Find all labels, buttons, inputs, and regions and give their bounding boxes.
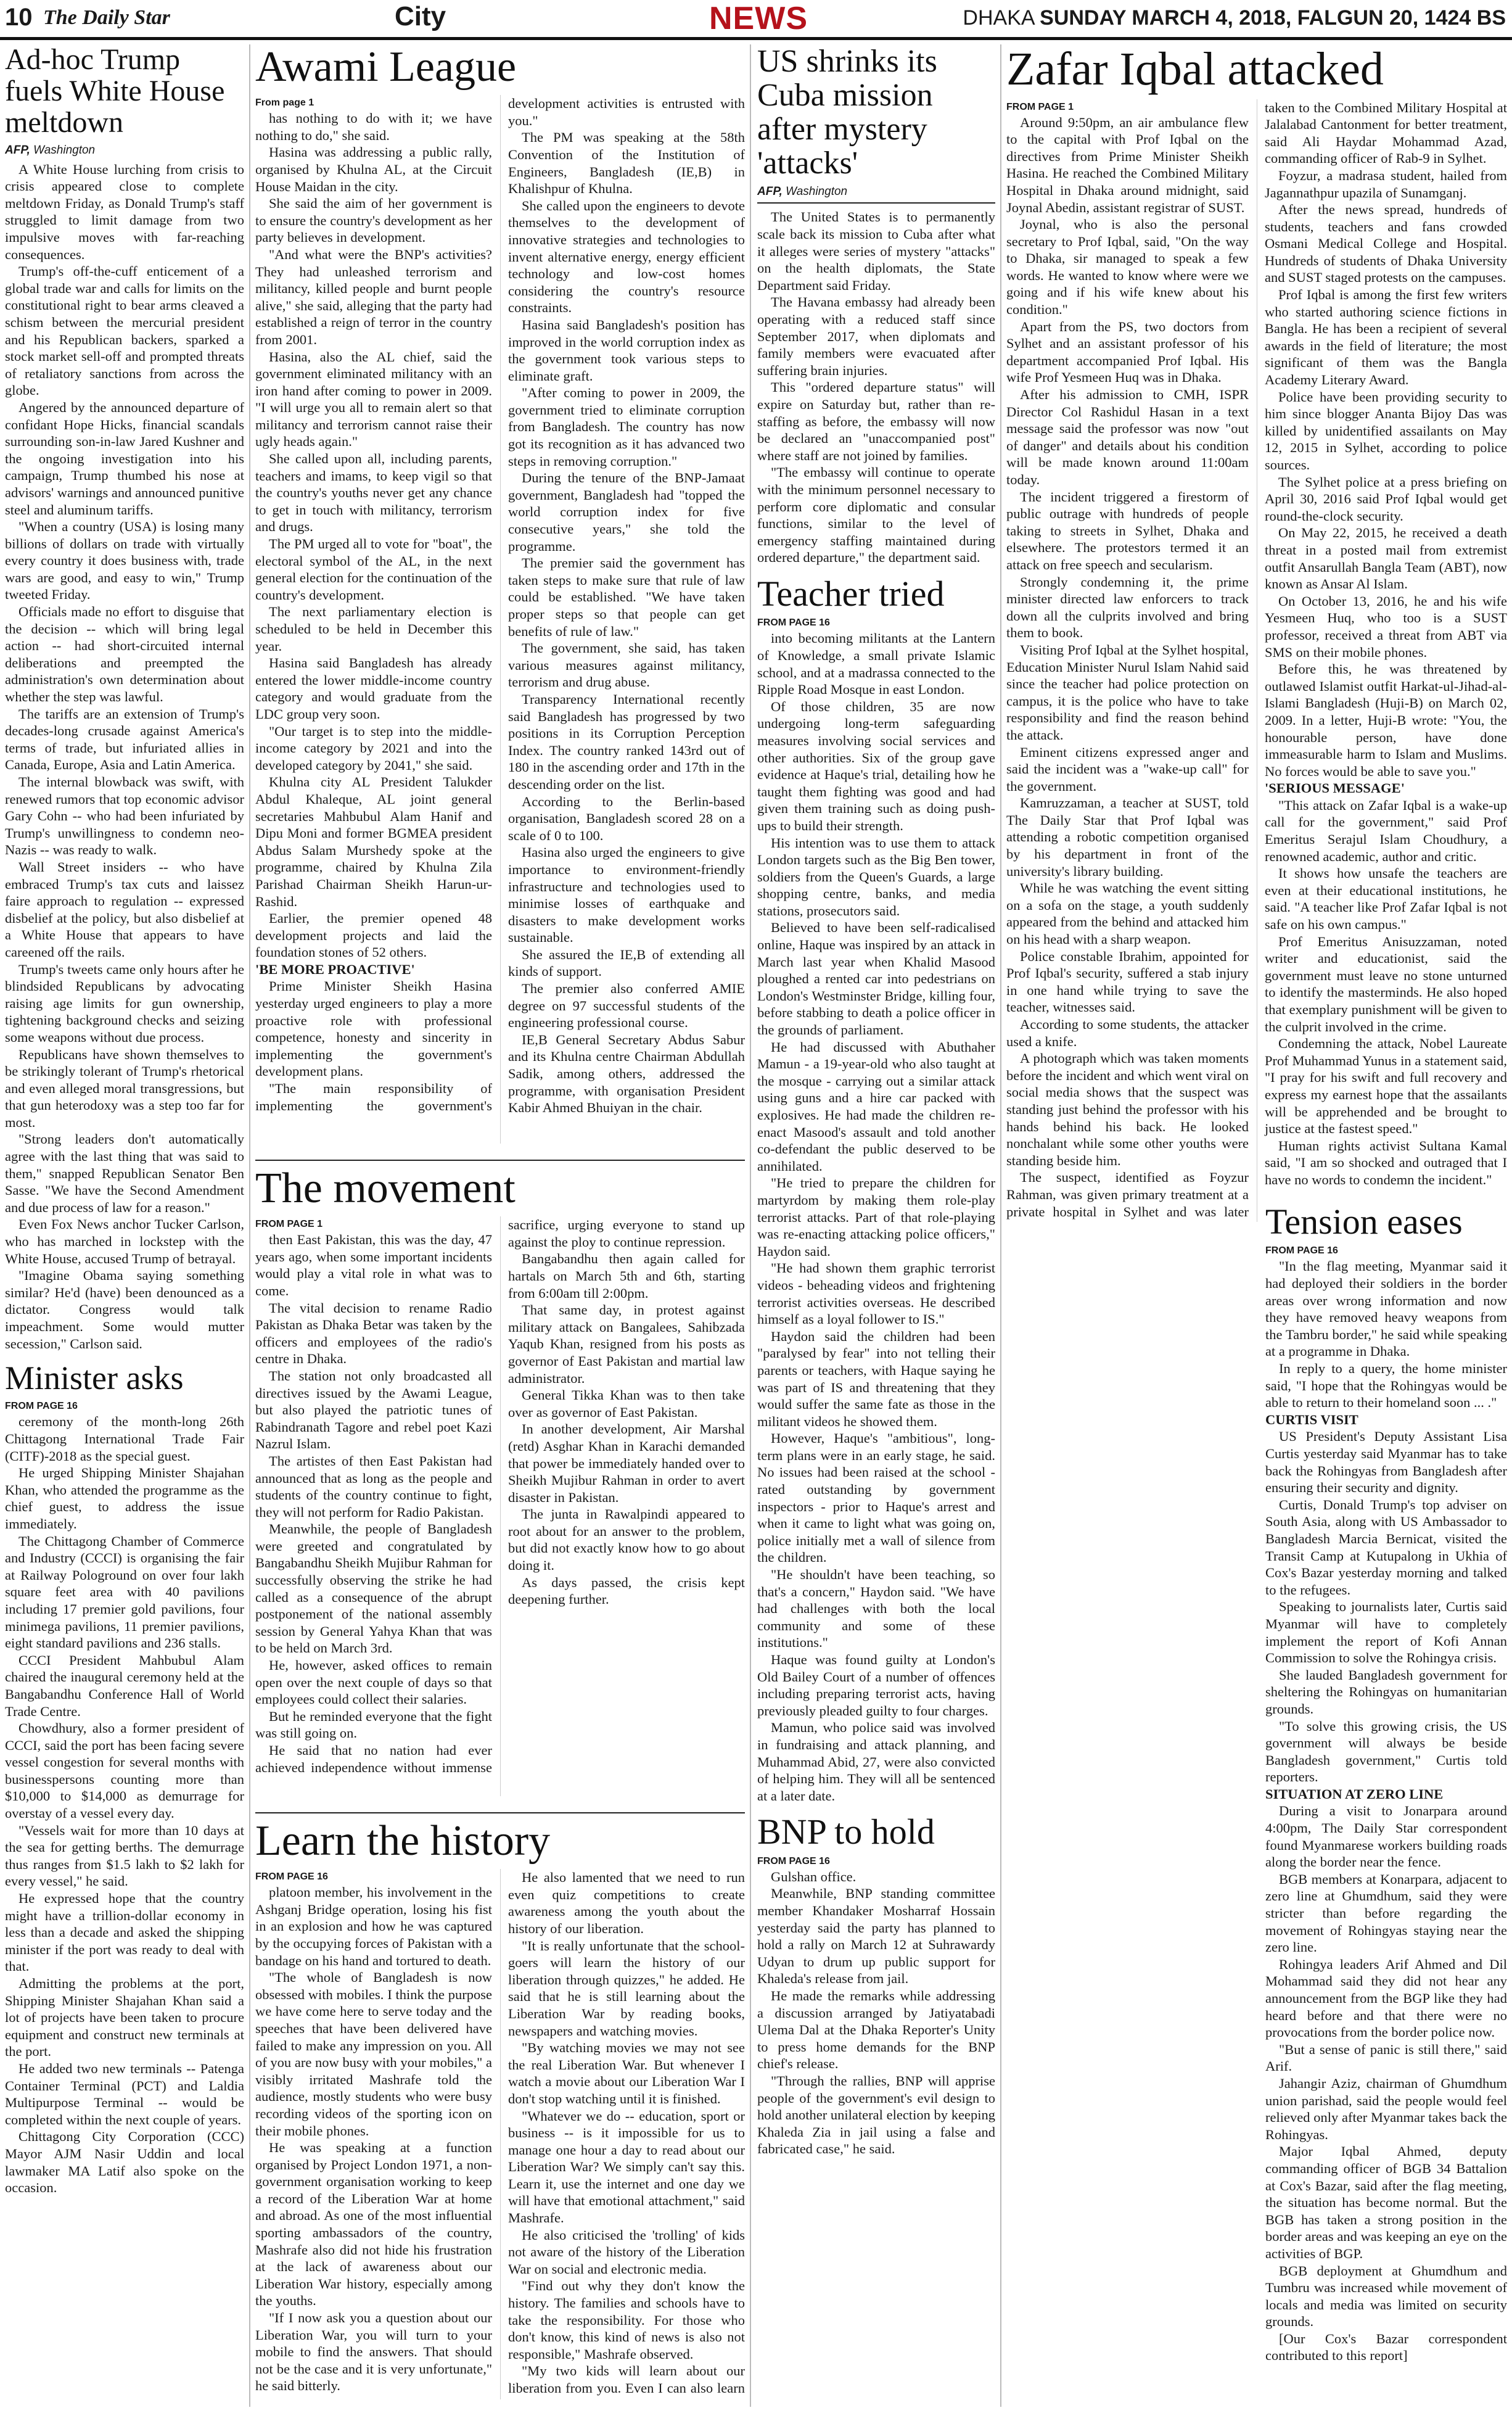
paragraph: The next parliamentary election is scheduled to be held in December this year. (255, 604, 492, 654)
story-trump (5, 44, 244, 1352)
paragraph: During the tenure of the BNP-Jamaat government, Bangladesh had "topped the world corruption index for five consecutive years," she told the programme. (508, 470, 745, 554)
section-name: City (395, 1, 446, 31)
paragraph: According to some students, the attacker used a knife. (1006, 1017, 1249, 1049)
paragraph: Haque was found guilty at London's Old Bailey Court of a number of offences including preparing terrorist acts, having previously pleaded guilty to four charges. (757, 1652, 995, 1718)
paragraph: Eminent citizens expressed anger and said the incident was a "wake-up call" for the government. (1006, 744, 1249, 794)
paragraph: BGB members at Konarpara, adjacent to zero line at Ghumdhum, said they were stricter than before regarding the movement of Rohingyas staying near the zero line. (1265, 1871, 1507, 1955)
paragraph: "Our target is to step into the middle-income category by 2021 and into the developed category by 2041," she said. (255, 723, 492, 773)
paragraph: According to the Berlin-based organisation, Bangladesh scored 28 on a scale of 0 to 100. (508, 793, 745, 843)
kicker: FROM PAGE 16 (757, 617, 830, 629)
paragraph: His intention was to use them to attack London targets such as the Big Ben tower, soldiers from the Queen's Guards, a large shopping centre, banks, and media stations, prosecutors said. (757, 835, 995, 918)
paragraph: Mamun, who police said was involved in fundraising and attack planning, and Muhammad Abid, 27, were also convicted of helping him. They will all be sentenced at a later date. (757, 1720, 995, 1804)
paragraph: Strongly condemning it, the prime minister directed law enforcers to track down all the culprits involved and bring them to book. (1006, 574, 1249, 641)
byline: AFP, Washington (5, 143, 96, 157)
paragraph: She assured the IE,B of extending all kinds of support. (508, 946, 745, 980)
story-body (5, 161, 244, 1353)
subhead: 'SERIOUS MESSAGE' (1265, 780, 1405, 796)
news-tag: NEWS (709, 1, 808, 36)
paragraph: Even Fox News anchor Tucker Carlson, who has marched in lockstep with the White House, accused Trump of betrayal. (5, 1216, 244, 1266)
paragraph: "The main responsibility of implementing the government's development activities is entrusted with you." (255, 96, 745, 1113)
paragraph: He was speaking at a function organised by Project London 1971, a non-government organisation working to keep a record of the Liberation War at home and abroad. As one of the most influential sporting ambassadors of the country, Mashrafe also did not hide his frustration at the lack of awareness about our Liberation War history, especially among the youths. (255, 2140, 492, 2309)
paragraph: The Chittagong Chamber of Commerce and Industry (CCCI) is organising the fair at Railway Pologround on over four lakh square feet area with 40 pavilions including 17 premier gold pavilions, four minimega pavilions, 11 premier pavilions, eight standard pavilions and 236 stalls. (5, 1533, 244, 1651)
paragraph: "Through the rallies, BNP will apprise people of the government's evil design to hold another unilateral election by keeping Khaleda Zia in jail using a false and fabricated case," he said. (757, 2073, 995, 2157)
paragraph: Apart from the PS, two doctors from Sylhet and an assistant professor of his department accompanied Prof Iqbal. His wife Prof Yesmeen Huq was in Dhaka. (1006, 318, 1249, 386)
paragraph: Kamruzzaman, a teacher at SUST, told The Daily Star that Prof Iqbal was attending a robotic competition organised by his department in front of the university's library building. (1006, 795, 1249, 879)
kicker: FROM PAGE 16 (757, 1855, 830, 1866)
issue-date: DHAKA SUNDAY MARCH 4, 2018, FALGUN 20, 1424 BS (963, 6, 1506, 30)
paragraph: Condemning the attack, Nobel Laureate Prof Muhammad Yunus in a statement said, "I pray for his swift and full recovery and express my earnest hope that the assailants will be apprehended and be brought to justice at the fastest speed." (1265, 1036, 1507, 1137)
paragraph: In another development, Air Marshal (retd) Asghar Khan in Karachi demanded that power be immediately handed over to Sheikh Mujibur Rahman in order to avert disaster in Pakistan. (508, 1421, 745, 1505)
paragraph: Hasina said Bangladesh's position has improved in the world corruption index as the government took various steps to eliminate graft. (508, 316, 745, 384)
paragraph: After the news spread, hundreds of students, teachers and fans crowded Osmani Medical College and Hospital. Hundreds of students of Dhaka University and SUST staged protests on the campuses. (1265, 202, 1507, 286)
column-rule (249, 44, 250, 2407)
paragraph: On October 13, 2016, he and his wife Yesmeen Huq, who too is a SUST professor, received a threat from ABT via SMS on their mobile phones. (1265, 593, 1507, 660)
paragraph: "In the flag meeting, Myanmar said it had deployed their soldiers in the border areas over wrong information and now they have removed heavy weapons from the Tambru border," he said while speaking at a programme in Dhaka. (1265, 1258, 1507, 1359)
paragraph: "But a sense of panic is still there," said Arif. (1265, 2041, 1507, 2074)
paragraph: On May 22, 2015, he received a death threat in a posted mail from extremist outfit Ansarullah Bangla Team (ABT), now known as Ansar Al Islam. (1265, 525, 1507, 592)
paragraph: Speaking to journalists later, Curtis said Myanmar will have to completely implement the report of Kofi Annan Commission to solve the Rohingya crisis. (1265, 1599, 1507, 1666)
subhead: SITUATION AT ZERO LINE (1265, 1786, 1444, 1802)
paragraph: The PM urged all to vote for "boat", the electoral symbol of the AL, in the next general election for the continuation of the country's development. (255, 536, 492, 603)
story-divider (255, 1160, 745, 1161)
paragraph: He made the remarks while addressing a discussion arranged by Jatiyatabadi Ulema Dal at the Dhaka Reporter's Unity to press home demands for the BNP chief's release. (757, 1987, 995, 2072)
paragraph: He added two new terminals -- Patenga Container Terminal (PCT) and Laldia Multipurpose Terminal -- would be completed within the next couple of years. (5, 2060, 244, 2127)
paragraph: Prime Minister Sheikh Hasina yesterday urged engineers to play a more proactive role with professional competence, honesty and sincerity in implementing the government's development plans. (255, 978, 492, 1079)
paragraph: BGB deployment at Ghumdhum and Tumbru was increased while movement of locals and media was limited on security grounds. (1265, 2262, 1507, 2330)
paragraph: "Imagine Obama saying something similar? He'd (have) been denounced as a dictator. Congress would talk impeachment. Some would mutter secession," Carlson said. (5, 1268, 244, 1351)
paragraph: The Havana embassy had already been operating with a reduced staff since September 2017, when diplomats and family members were evacuated after suffering brain injuries. (757, 294, 995, 378)
paragraph: Believed to have been self-radicalised online, Haque was inspired by an attack in March last year when Khalid Masood ploughed a rented car into pedestrians on London's Westminster Bridge, killing four, before stabbing to death a police officer in the grounds of parliament. (757, 920, 995, 1038)
paragraph: Hasina said Bangladesh has already entered the lower middle-income country category and would graduate from the LDC group very soon. (255, 655, 492, 722)
story-body (757, 630, 995, 1804)
headline: The movement (255, 1166, 516, 1212)
paragraph: "When a country (USA) is losing many billions of dollars on trade with virtually every country it does business with, trade wars are good, and easy to win," Trump tweeted Friday. (5, 519, 244, 603)
story-body (757, 1868, 995, 2158)
page-number: 10 (5, 4, 33, 31)
paragraph: "After coming to power in 2009, the government tried to eliminate corruption from Bangladesh. The country has now got its recognition as it has advanced two steps in removing corruption." (508, 385, 745, 469)
paragraph: Human rights activist Sultana Kamal said, "I am so shocked and outraged that I have no words to condemn the incident." (1265, 1137, 1507, 1187)
story-minister (5, 1361, 244, 2196)
paragraph: "Whatever we do -- education, sport or business -- is it impossible for us to manage one hour a day to read about our Liberation War? We simply can't say this. Learn it, use the internet and one day we will have that emotional attachment," said Mashrafe. (508, 2108, 745, 2226)
paragraph: He said that no nation had ever achieved independence without immense sacrifice, urging everyone to stand up against the ploy to continue repression. (255, 1217, 745, 1775)
paragraph: Trump's tweets came only hours after he blindsided Republicans by advocating raising age limits for gun ownership, tightening background checks and seizing some weapons without due process. (5, 961, 244, 1045)
story-body (1265, 1258, 1507, 2364)
story-cuba (757, 44, 995, 566)
headline: Minister asks (5, 1359, 184, 1397)
paragraph: has nothing to do with it; we have nothing to do," she said. (255, 110, 492, 143)
paragraph: The junta in Rawalpindi appeared to root about for an answer to the problem, but did not exactly know how to go about doing it. (508, 1506, 745, 1574)
paragraph: Chowdhury, also a former president of CCCI, said the port has been facing severe vessel congestion for several months with businesspersons counting more than $10,000 to $14,000 as demurrage for overstay of a vessel every day. (5, 1720, 244, 1821)
headline: Learn the history (255, 1818, 551, 1865)
paragraph: A photograph which was taken moments before the incident and which went viral on social media shows that the suspect was standing just behind the professor with his hands behind his back. He looked nonchalant while some other youths were standing beside him. (1006, 1050, 1249, 1168)
paragraph: Hasina also urged the engineers to give importance to environment-friendly infrastructure and technologies used to minimise losses of earthquake and disasters to make development works sustainable. (508, 844, 745, 946)
subhead: CURTIS VISIT (1265, 1411, 1358, 1427)
paragraph: It shows how unsafe the teachers are even at their educational institutions, he said. "A teacher like Prof Zafar Iqbal is not safe on his own campus." (1265, 865, 1507, 933)
paragraph: Major Iqbal Ahmed, deputy commanding officer of BGB 34 Battalion at Cox's Bazar, said after the flag meeting, the situation has become normal. But the BGB has taken a strong position in the border areas and was keeping an eye on the activities of BGP. (1265, 2143, 1507, 2261)
paragraph: Trump's off-the-cuff enticement of a global trade war and calls for limits on the constitutional right to bear arms cleaved a schism between the mercurial president and his Republican backers, sparked a stock market sell-off and prompted threats of retaliatory sanctions from across the globe. (5, 263, 244, 398)
paragraph: Chittagong City Corporation (CCC) Mayor AJM Nasir Uddin and local lawmaker MA Latif also spoke on the occasion. (5, 2129, 244, 2196)
column-rule (750, 44, 751, 2407)
paragraph: "The embassy will continue to operate with the minimum personnel necessary to perform core diplomatic and consular functions, similar to the level of emergency staffing maintained during ordered departure," the department said. (757, 464, 995, 566)
paragraph: During a visit to Jonarpara around 4:00pm, The Daily Star correspondent found Myanmarese workers building roads along the border near the fence. (1265, 1803, 1507, 1870)
paragraph: Bangabandhu then again called for hartals on March 5th and 6th, starting from 6:00am till 2:00pm. (508, 1251, 745, 1301)
story-teacher-tried (757, 575, 995, 1804)
paragraph: platoon member, his involvement in the Ashganj Bridge operation, losing his fist in an explosion and how he was captured by the occupying forces of Pakistan with a bandage on his hand and tortured to death. (255, 1884, 492, 1968)
paragraph: Hasina was addressing a public rally, organised by Khulna AL, at the Circuit House Maidan in the city. (255, 144, 492, 194)
story-body (5, 1413, 244, 2196)
story-tension-eases (1265, 1203, 1507, 2406)
paragraph: "This attack on Zafar Iqbal is a wake-up call for the government," said Prof Emeritus Serajul Islam Choudhury, a renowned academic, author and critic. (1265, 797, 1507, 864)
paragraph: She lauded Bangladesh government for sheltering the Rohingyas on humanitarian grounds. (1265, 1667, 1507, 1717)
paragraph: As days passed, the crisis kept deepening further. (508, 1574, 745, 1607)
kicker: FROM PAGE 16 (255, 1871, 328, 1883)
paragraph: He also criticised the 'trolling' of kids not aware of the history of the Liberation War on social and electronic media. (508, 2227, 745, 2277)
paragraph: Earlier, the premier opened 48 development projects and laid the foundation stones of 52 others. (255, 910, 492, 960)
story-the-movement (255, 1166, 745, 1807)
headline: Awami League (255, 44, 517, 91)
paragraph: "He shouldn't have been teaching, so that's a concern," Haydon said. "We have had challenges with both the local community and some of these institutions." (757, 1567, 995, 1651)
paragraph: He, however, asked offices to remain open over the next couple of days so that employees could collect their salaries. (255, 1657, 492, 1707)
paragraph: The tariffs are an extension of Trump's decades-long crusade against America's terms of trade, but infuriated allies in Canada, Europe, Asia and Latin America. (5, 706, 244, 773)
paragraph: into becoming militants at the Lantern of Knowledge, a small private Islamic school, and at a madrassa connected to the Ripple Road Mosque in east London. (757, 630, 995, 698)
paragraph: General Tikka Khan was to then take over as governor of East Pakistan. (508, 1387, 745, 1420)
paragraph: [Our Cox's Bazar correspondent contributed to this report] (1265, 2330, 1507, 2364)
paragraph: Meanwhile, the people of Bangladesh were greeted and congratulated by Bangabandhu Sheikh Mujibur Rahman for successfully observing the strike he had called as a consequence of the abrupt postponement of the national assembly session by General Yahya Khan that was to be held on March 3rd. (255, 1521, 492, 1656)
kicker: FROM PAGE 1 (1006, 101, 1074, 112)
paragraph: Curtis, Donald Trump's top adviser on South Asia, along with US Ambassador to Bangladesh Marcia Bernicat, visited the Transit Camp at Kutupalong in Ukhia of Cox's Bazar yesterday morning and talked to the refugees. (1265, 1496, 1507, 1598)
paragraph: US President's Deputy Assistant Lisa Curtis yesterday said Myanmar has to take back the Rohingyas from Bangladesh after ensuring their security and dignity. (1265, 1429, 1507, 1496)
paragraph: Jahangir Aziz, chairman of Ghumdhum union parishad, said the people would feel relieved only after Myanmar takes back the Rohingyas. (1265, 2075, 1507, 2142)
paragraph: She said the aim of her government is to ensure the country's development as her party believes in development. (255, 196, 492, 245)
headline: Zafar Iqbal attacked (1006, 44, 1384, 95)
paragraph: Hasina, also the AL chief, said the government eliminated militancy with an iron hand after coming to power in 2009. "I will urge you all to remain alert so that militancy and terrorism cannot raise their ugly heads again." (255, 349, 492, 450)
paragraph: "By watching movies we may not see the real Liberation War. But whenever I watch a movie about our Liberation War I don't stop watching until it is finished. (508, 2040, 745, 2106)
headline: Tension eases (1265, 1203, 1463, 1242)
story-learn-the-history (255, 1818, 745, 2409)
story-body (255, 1216, 745, 1796)
story-body (255, 1869, 745, 2399)
paragraph: Prof Emeritus Anisuzzaman, noted writer and educationist, said the government must leave no stone unturned to identify the masterminds. He also hoped that exemplary punishment will be given to the culprit involved in the crime. (1265, 933, 1507, 1034)
paragraph: However, Haque's "ambitious", long-term plans were in an early stage, he said. No issues had been raised at the school - rated outstanding by government inspectors - prior to Haque's arrest and when it came to light what was going on, police initially met a wall of silence from the children. (757, 1430, 995, 1565)
column-rule (1000, 44, 1001, 2407)
paragraph: She called upon the engineers to devote themselves to the development of innovative strategies and technologies to invent alternative energy, energy efficient technology and low-cost homes considering the country's resource constraints. (508, 197, 745, 316)
paragraph: The PM was speaking at the 58th Convention of the Institution of Engineers, Bangladesh (IE,B) in Khalishpur of Khulna. (508, 130, 745, 197)
paragraph: But he reminded everyone that the fight was still going on. (255, 1708, 492, 1741)
paragraph: "My two kids will learn about our liberation from you. Even I can also learn (508, 2363, 745, 2396)
paragraph: A White House lurching from crisis to crisis appeared close to complete meltdown Friday, as Donald Trump's staff struggled to limit damage from two impulsive moves with far-reaching consequences. (5, 161, 244, 262)
paragraph: Angered by the announced departure of confidant Hope Hicks, financial scandals surrounding son-in-law Jared Kushner and the ongoing investigation into his campaign, Trump thumbed his nose at advisors' warnings and announced punitive steel and aluminum tariffs. (5, 399, 244, 518)
paragraph: Rohingya leaders Arif Ahmed and Dil Mohammad said they did not hear any announcement from the BGP like they had heard before and that there were no provocations from the border police now. (1265, 1956, 1507, 2040)
paragraph: Khulna city AL President Talukder Abdul Khaleque, AL joint general secretaries Mahbubul Alam Hanif and Dipu Moni and former BGMEA president Abdus Salam Murshedy spoke at the programme, chaired by Khulna Zila Parishad Chairman Sheikh Harun-ur-Rashid. (255, 774, 492, 909)
paragraph: Officials made no effort to disguise that the decision -- which will bring legal action -- had short-circuited internal deliberations and preempted the administration's own determination about whether the step was lawful. (5, 604, 244, 705)
headline: US shrinks its Cuba mission after mystery 'attacks' (757, 44, 937, 181)
paragraph: "Strong leaders don't automatically agree with the last thing that was said to them," snapped Republican Senator Ben Sasse. "We have the Second Amendment and due process of law for a reason." (5, 1131, 244, 1215)
paragraph: After his admission to CMH, ISPR Director Col Rashidul Hasan in a text message said the professor was now "out of danger" and details about his condition will be made known around 11:00am today. (1006, 387, 1249, 488)
paragraph: Transparency International recently said Bangladesh has progressed by two positions in its Corruption Perception Index. The country ranked 143rd out of 180 in the ascending order and 17th in the descending order on the list. (508, 691, 745, 792)
paragraph: He expressed hope that the country might have a trillion-dollar economy in less than a decade and asked the shipping minister if the port was ready to deal with that. (5, 1891, 244, 1974)
paragraph: Republicans have shown themselves to be strikingly tolerant of Trump's rhetorical and even alleged moral transgressions, but that gun heterodoxy was a step too far for most. (5, 1046, 244, 1130)
paragraph: "To solve this growing crisis, the US government will always be beside Bangladesh government," Curtis told reporters. (1265, 1718, 1507, 1785)
paragraph: He had discussed with Abuthaher Mamun - a 19-year-old who also taught at the mosque - carrying out a similar attack using guns and a hire car packed with explosives. He had made the children re-enact Masood's assault and told another co-defendant the public deserved to be annihilated. (757, 1039, 995, 1174)
kicker: From page 1 (255, 97, 314, 109)
paragraph: The United States is to permanently scale back its mission to Cuba after what it alleges were series of mystery "attacks" on the health diplomats, the State Department said Friday. (757, 209, 995, 293)
paragraph: "Vessels wait for more than 10 days at the sea for getting berths. The demurrage thus ranges from $1.5 lakh to $2 lakh for every vessel," he said. (5, 1822, 244, 1889)
story-bnp-to-hold (757, 1813, 995, 2158)
paragraph: then East Pakistan, this was the day, 47 years ago, when some important incidents would play a vital role in what was to come. (255, 1232, 492, 1298)
paragraph: The Sylhet police at a press briefing on April 30, 2016 said Prof Iqbal would get round-the-clock security. (1265, 474, 1507, 524)
paragraph: Police have been providing security to him since blogger Ananta Bijoy Das was killed by unidentified assailants on May 12, 2015 in Sylhet, according to police sources. (1265, 389, 1507, 473)
paragraph: Gulshan office. (771, 1868, 857, 1884)
story-body (757, 208, 995, 566)
headline: Teacher tried (757, 573, 945, 614)
paragraph: "He had shown them graphic terrorist videos - beheading videos and frightening terrorist activities overseas. He described himself as a loyal follower to IS." (757, 1260, 995, 1327)
paragraph: The government, she said, has taken various measures against militancy, terrorism and drug abuse. (508, 640, 745, 690)
paragraph: "Find out why they don't know the history. The families and schools have to take the responsibility. For those who don't know, this kind of news is also not responsible," Mashrafe observed. (508, 2278, 745, 2362)
kicker: FROM PAGE 16 (1265, 1245, 1338, 1256)
paragraph: This "ordered departure status" will expire on Saturday but, rather than re-staffing as before, the embassy will now be declared an "unaccompanied post" where staff are not joined by families. (757, 379, 995, 463)
paragraph: The incident triggered a firestorm of public outrage with hundreds of people taking to streets in Sylhet, Dhaka and elsewhere. The protestors termed it an attack on free speech and secularism. (1006, 489, 1249, 572)
headline: BNP to hold (757, 1812, 935, 1852)
paragraph: "He tried to prepare the children for martyrdom by making them role-play terrorist attacks. Part of that role-playing was re-enacting attacking police officers," Haydon said. (757, 1175, 995, 1259)
paragraph: The station not only broadcasted all directives issued by the Awami League, but also played the patriotic tunes of Rabindranath Tagore and rebel poet Kazi Nazrul Islam. (255, 1367, 492, 1452)
paragraph: She called upon all, including parents, teachers and imams, to keep vigil so that the country's youths never get any chance to get in touch with militancy, terrorism and drugs. (255, 451, 492, 535)
masthead (0, 0, 1512, 40)
headline: Ad-hoc Trump fuels White House meltdown (5, 44, 225, 139)
paragraph: The suspect, identified as Foyzur Rahman, was given primary treatment at a private hospital in Sylhet and was later taken to the Combined Military Hospital at Jalalabad Cantonment for better treatment, said Ali Haydar Mohammad Azad, commanding officer of Rab-9 in Sylhet. (1006, 99, 1507, 1219)
paragraph: Foyzur, a madrasa student, hailed from Jagannathpur upazila of Sunamganj. (1265, 167, 1507, 200)
paragraph: He urged Shipping Minister Shajahan Khan, who attended the programme as the chief guest, to address the issue immediately. (5, 1465, 244, 1532)
kicker: FROM PAGE 16 (5, 1401, 78, 1412)
column-1 (5, 44, 244, 2408)
paragraph: "The whole of Bangladesh is now obsessed with mobiles. I think the purpose we have come here to serve today and the speeches that have been delivered have failed to make any impression on you. All of you are now busy with your mobiles," a visibly irritated Mashrafe told the audience, mostly students who were busy recording videos of the sporting icon on their mobile phones. (255, 1970, 492, 2139)
kicker: FROM PAGE 1 (255, 1219, 323, 1230)
story-body (255, 95, 745, 1144)
paragraph: "It is really unfortunate that the school-goers will learn the history of our liberation through quizzes," he added. He said that he is still learning about the Liberation War by reading books, newspapers and watching movies. (508, 1937, 745, 2039)
paragraph: Haydon said the children had been "paralysed by fear" into not telling their parents or teachers, with Haque saying he was part of IS and threatening that they would suffer the same fate as those in the militant videos he showed them. (757, 1328, 995, 1429)
paragraph: Visiting Prof Iqbal at the Sylhet hospital, Education Minister Nurul Islam Nahid said since the teacher had police protection on campus, it is the police who have to take responsibility and find the reason behind the attack. (1006, 641, 1249, 743)
story-divider (255, 1812, 745, 1813)
paragraph: Admitting the problems at the port, Shipping Minister Shajahan Khan said a lot of projects have been taken to procure equipment and construct new terminals at the port. (5, 1976, 244, 2060)
paragraph: "If I now ask you a question about our Liberation War, you will turn to your mobile to find the answers. That should not be the case and it is very unfortunate," he said bitterly. (255, 2310, 492, 2394)
paragraph: The premier said the government has taken steps to make sure that rule of law could be established. "We have taken proper steps so that people can get benefits of rule of law." (508, 555, 745, 639)
byline: AFP, Washington (757, 185, 848, 199)
paragraph: ceremony of the month-long 26th Chittagong International Trade Fair (CITF)-2018 as the special guest. (5, 1414, 244, 1464)
paragraph: The vital decision to rename Radio Pakistan as Dhaka Betar was taken by the officers and employees of the radio's centre in Dhaka. (255, 1300, 492, 1367)
paragraph: That same day, in protest against military attack on Bangalees, Sahibzada Yaqub Khan, resigned from his posts as governor of East Pakistan and martial law administrator. (508, 1302, 745, 1386)
paragraph: IE,B General Secretary Abdus Sabur and its Khulna centre Chairman Abdullah Sadik, among others, addressed the programme, with organisation President Kabir Ahmed Bhuiyan in the chair. (508, 1031, 745, 1116)
paragraph: Of those children, 35 are now undergoing long-term safeguarding measures involving social services and other authorities. Six of the group gave evidence at Haque's trial, detailing how he taught them fighting was good and had given them training such as doing push-ups to build their strength. (757, 698, 995, 833)
paragraph: In reply to a query, the home minister said, "I hope that the Rohingyas would be able to return to their homeland soon ... ." (1265, 1361, 1507, 1411)
paragraph: Prof Iqbal is among the first few writers who started authoring science fictions in Bangla. He has been a recipient of several awards in the field of literature; the most significant of them was the Bangla Academy Literary Award. (1265, 287, 1507, 388)
story-zafar-iqbal (1006, 44, 1507, 1229)
paragraph: Joynal, who is also the personal secretary to Prof Iqbal, said, "On the way to Dhaka, sir managed to speak a few words. He wanted to know where were we going and if his wife knew about his condition." (1006, 217, 1249, 318)
paragraph: "And what were the BNP's activities? They had unleashed terrorism and militancy, killed people and burnt people alive," she said, alleging that the party had established a reign of terror in the country from 2001. (255, 246, 492, 347)
paragraph: The artistes of then East Pakistan had announced that as long as the people and students of the country continue to fight, they will not perform for Radio Pakistan. (255, 1453, 492, 1520)
paragraph: CCCI President Mahbubul Alam chaired the inaugural ceremony held at the Bangabandhu Conference Hall of World Trade Centre. (5, 1652, 244, 1719)
story-body (1006, 99, 1507, 1222)
paragraph: Wall Street insiders -- who have embraced Trump's tax cuts and laissez faire approach to regulation -- expressed disbelief at the policy, but also disbelief at a White House that appears to have careened off the rails. (5, 859, 244, 960)
column-4 (757, 44, 995, 2408)
paper-logo: The Daily Star (43, 6, 170, 29)
paragraph: Police constable Ibrahim, appointed for Prof Iqbal's security, suffered a stab injury in one hand while trying to save the teacher, witnesses said. (1006, 948, 1249, 1015)
paragraph: The internal blowback was swift, with renewed rumors that top economic advisor Gary Cohn -- who had been infuriated by Trump's unwillingness to condemn neo-Nazis -- was ready to walk. (5, 774, 244, 858)
paragraph: While he was watching the event sitting on a sofa on the stage, a youth suddenly appeared from the behind and attacked him on his head with a sharp weapon. (1006, 880, 1249, 947)
story-awami-league (255, 44, 745, 1155)
paragraph: Around 9:50pm, an air ambulance flew to the capital with Prof Iqbal on the directives from Prime Minister Sheikh Hasina. He reached the Combined Military Hospital in Dhaka around midnight, said Joynal Abedin, assistant registrar of SUST. (1006, 114, 1249, 215)
paragraph: The premier also conferred AMIE degree on 97 successful students of the engineering professional course. (508, 981, 745, 1031)
paragraph: Before this, he was threatened by outlawed Islamist outfit Harkat-ul-Jihad-al-Islami Bangladesh (Huji-B) on March 02, 2009. In a letter, Huji-B wrote: "You, the honourable person, have done immeasurable harm to Islam and Muslims. No forces would be able to save you." (1265, 661, 1507, 779)
subhead: 'BE MORE PROACTIVE' (255, 961, 415, 977)
paragraph: He also lamented that we need to run even quiz competitions to create awareness among the youth about the history of our liberation. (508, 1870, 745, 1936)
paragraph: Meanwhile, BNP standing committee member Khandaker Mosharraf Hossain yesterday said the party has planned to hold a rally on March 12 at Suhrawardy Udyan to drum up public support for Khaleda's release from jail. (757, 1886, 995, 1987)
